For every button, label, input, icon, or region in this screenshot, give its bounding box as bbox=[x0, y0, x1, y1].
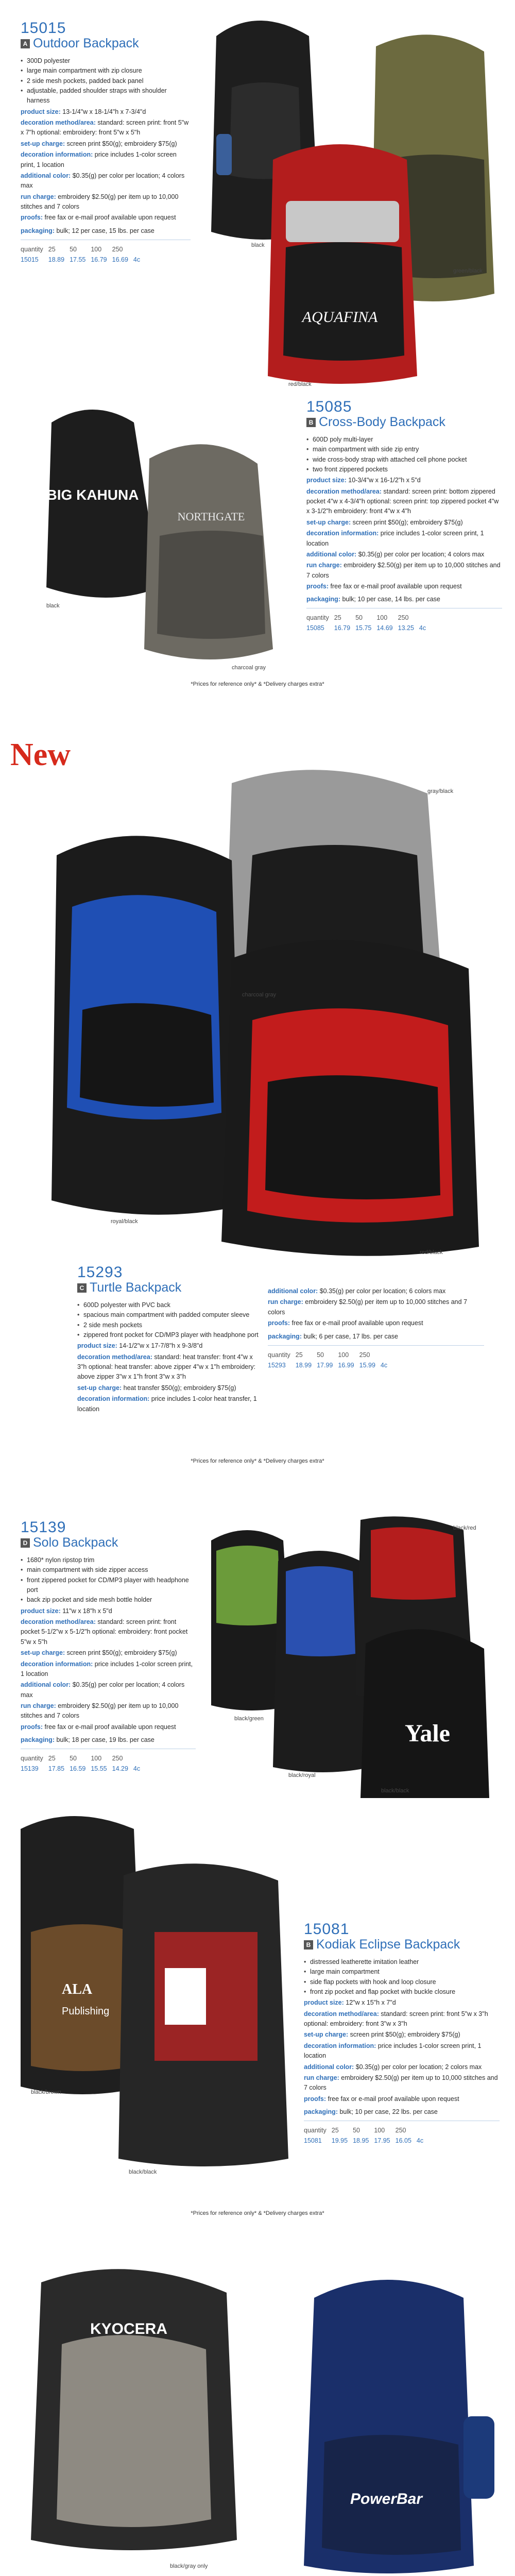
setup-charge: set-up charge: screen print $50(g); embroidery $75(g) bbox=[21, 140, 177, 147]
feature-item: • front zip pocket and flap pocket with buckle closure bbox=[304, 1987, 500, 1997]
section-xo-riders bbox=[0, 2236, 515, 2576]
product-badge: C bbox=[77, 1283, 87, 1293]
backpack-red bbox=[221, 940, 479, 1256]
packaging: packaging: bulk; 10 per case, 14 lbs. per case bbox=[306, 596, 440, 603]
caption: black/royal bbox=[288, 1772, 316, 1778]
product-15139 bbox=[21, 1520, 196, 1774]
backpack-red bbox=[268, 144, 417, 384]
setup-charge: set-up charge: screen print $50(g); embroidery $75(g) bbox=[21, 1649, 177, 1657]
feature-item: • large main compartment bbox=[304, 1967, 500, 1977]
feature-item: • spacious main compartment with padded computer sleeve bbox=[77, 1310, 263, 1320]
price-table: quantity 25 50 100 250 15081 19.95 18.95 17.95 16.05 4c bbox=[304, 2127, 424, 2144]
product-sku: 15085 bbox=[306, 398, 352, 415]
proofs: proofs: free fax or e-mail proof available upon request bbox=[21, 214, 176, 222]
xo-skeleton-backpack-photo bbox=[10, 2251, 258, 2571]
feature-list bbox=[306, 435, 502, 475]
section-solo-kodiak bbox=[0, 1484, 515, 2226]
ala-logo: ALA bbox=[62, 1981, 93, 1997]
feature-list bbox=[21, 56, 191, 106]
feature-item: • 1680* nylon ripstop trim bbox=[21, 1555, 196, 1565]
footnote: *Prices for reference only* & *Delivery charges extra* bbox=[191, 2210, 324, 2216]
product-sku: 15015 bbox=[21, 20, 66, 37]
cross-body-backpack-photo bbox=[15, 392, 294, 680]
feature-item: • 2 side mesh pockets, padded back panel bbox=[21, 76, 191, 86]
feature-item: • zippered front pocket for CD/MP3 player with headphone port bbox=[77, 1330, 263, 1340]
price-table: quantity 25 50 100 250 15139 17.85 16.59 15.55 14.29 4c bbox=[21, 1755, 141, 1773]
price-table: quantity 25 50 100 250 15293 18.99 17.99 16.99 15.99 4c bbox=[268, 1351, 388, 1369]
feature-list bbox=[304, 1957, 500, 1997]
product-15015 bbox=[21, 21, 191, 265]
caption: black bbox=[46, 603, 60, 609]
product-size: product size: 10-3/4"w x 16-1/2"h x 5"d bbox=[306, 477, 421, 484]
packaging: packaging: bulk; 6 per case, 17 lbs. per case bbox=[268, 1332, 398, 1340]
feature-item: • distressed leatherette imitation leather bbox=[304, 1957, 500, 1967]
caption: black/red bbox=[453, 1525, 476, 1531]
setup-charge: set-up charge: heat transfer $50(g); embroidery $75(g) bbox=[77, 1384, 236, 1392]
feature-item: • 600D poly multi-layer bbox=[306, 435, 502, 445]
setup-charge: set-up charge: screen print $50(g); embroidery $75(g) bbox=[306, 518, 463, 526]
ala-publishing-logo: Publishing bbox=[62, 2006, 110, 2017]
section-outdoor-crossbody bbox=[0, 0, 515, 690]
outdoor-backpack-photo bbox=[196, 5, 505, 397]
product-name: D Solo Backpack bbox=[21, 1535, 196, 1550]
product-size: product size: 14-1/2"w x 17-7/8"h x 9-3/8"d bbox=[77, 1342, 203, 1350]
yale-logo: Yale bbox=[405, 1720, 450, 1747]
additional-color: additional color: $0.35(g) per color per location; 2 colors max bbox=[304, 2063, 482, 2071]
backpack-black-black bbox=[118, 1863, 288, 2166]
feature-item: • side flap pockets with hook and loop closure bbox=[304, 1977, 500, 1987]
product-15081 bbox=[304, 1922, 500, 2146]
additional-color: additional color: $0.35(g) per color per location; 6 colors max bbox=[268, 1287, 446, 1295]
product-size: product size: 11"w x 18"h x 5"d bbox=[21, 1607, 112, 1615]
backpack-black-royal bbox=[273, 1551, 371, 1772]
decoration-method: decoration method/area: standard: heat transfer: front 4"w x 3"h optional: heat transfer: above zipper 4"w x 1"h embroidery: above zipper 3"w x 1"h front 3"w x 3"h bbox=[77, 1353, 256, 1381]
product-badge: B bbox=[306, 418, 316, 427]
caption: black/gray only bbox=[170, 2563, 208, 2569]
footnote: *Prices for reference only* & *Delivery charges extra* bbox=[191, 1458, 324, 1464]
backpack-navy-black bbox=[304, 2280, 494, 2573]
decoration-information: decoration information: price includes 1-color screen print, 1 location bbox=[21, 1660, 193, 1677]
proofs: proofs: free fax or e-mail proof available upon request bbox=[306, 583, 462, 590]
caption: black bbox=[251, 242, 265, 248]
feature-item: • wide cross-body strap with attached cell phone pocket bbox=[306, 455, 502, 465]
feature-item: • 2 side mesh pockets bbox=[77, 1320, 263, 1330]
packaging: packaging: bulk; 18 per case, 19 lbs. per case bbox=[21, 1736, 154, 1744]
proofs: proofs: free fax or e-mail proof available upon request bbox=[21, 1723, 176, 1731]
product-size: product size: 13-1/4"w x 18-1/4"h x 7-3/4"d bbox=[21, 108, 146, 115]
additional-color: additional color: $0.35(g) per color per location; 4 colors max bbox=[306, 550, 485, 558]
product-badge: D bbox=[21, 1538, 30, 1548]
caption: charcoal gray bbox=[242, 992, 277, 998]
backpack-black-gray bbox=[31, 2269, 237, 2550]
run-charge: run charge: embroidery $2.50(g) per item up to 10,000 stitches and 7 colors bbox=[306, 562, 501, 579]
product-name: B Cross-Body Backpack bbox=[306, 415, 502, 430]
caption: black/black bbox=[381, 1788, 409, 1794]
northgate-logo: NORTHGATE bbox=[177, 510, 245, 523]
product-name: A Outdoor Backpack bbox=[21, 36, 191, 51]
big-kahuna-logo: BIG KAHUNA bbox=[46, 487, 139, 503]
caption: royal/black bbox=[111, 1218, 138, 1225]
caption: gray/black bbox=[427, 788, 454, 794]
kodiak-backpack-photo bbox=[10, 1798, 299, 2179]
new-badge: New bbox=[10, 737, 71, 772]
feature-item: • 300D polyester bbox=[21, 56, 191, 66]
caption: black/green bbox=[234, 1716, 264, 1722]
run-charge: run charge: embroidery $2.50(g) per item up to 10,000 stitches and 7 colors bbox=[304, 2074, 498, 2092]
feature-item: • main compartment with side zipper access bbox=[21, 1565, 196, 1575]
decoration-method: decoration method/area: standard: screen print: front pocket 5-1/2"w x 5-1/2"h optional: embroidery: front pocket 5"w x 5"h bbox=[21, 1618, 188, 1646]
decoration-information: decoration information: price includes 1-color screen print, 1 location bbox=[21, 151, 177, 168]
powerbar-logo: PowerBar bbox=[350, 2490, 423, 2507]
product-size: product size: 12"w x 15"h x 7"d bbox=[304, 1999, 396, 2007]
decoration-information: decoration information: price includes 1-color screen print, 1 location bbox=[304, 2042, 482, 2060]
caption: red/black bbox=[288, 381, 312, 387]
price-table: quantity 25 50 100 250 15015 18.89 17.55 16.79 16.69 4c bbox=[21, 245, 141, 263]
backpack-gray-sling bbox=[144, 444, 273, 659]
caption: green/black bbox=[453, 268, 483, 274]
product-sku: 15293 bbox=[77, 1264, 123, 1281]
decoration-method: decoration method/area: standard: screen print: front 5"w x 3"h optional: embroidery: front 3"w x 3"h bbox=[304, 2010, 488, 2027]
backpack-black-sling bbox=[46, 410, 160, 598]
backpack-royal bbox=[52, 836, 242, 1214]
product-15293 bbox=[77, 1265, 263, 1414]
packaging: packaging: bulk; 12 per case, 15 lbs. per case bbox=[21, 227, 154, 234]
proofs: proofs: free fax or e-mail proof available upon request bbox=[268, 1319, 423, 1327]
aquafina-logo: AQUAFINA bbox=[302, 309, 378, 326]
price-table: quantity 25 50 100 250 15085 16.79 15.75 14.69 13.25 4c bbox=[306, 614, 426, 632]
product-badge: B bbox=[304, 1940, 313, 1950]
additional-color: additional color: $0.35(g) per color per location; 4 colors max bbox=[21, 1681, 185, 1699]
turtle-backpack-photo bbox=[36, 752, 500, 1257]
feature-item: • 600D polyester with PVC back bbox=[77, 1300, 263, 1310]
product-name: C Turtle Backpack bbox=[77, 1280, 263, 1295]
solo-backpack-photo bbox=[196, 1510, 494, 1798]
additional-color: additional color: $0.35(g) per color per location; 4 colors max bbox=[21, 172, 185, 190]
section-turtle bbox=[0, 701, 515, 1473]
decoration-method: decoration method/area: standard: screen print: front 5"w x 7"h optional: embroidery: front 5"w x 5"h bbox=[21, 119, 189, 137]
decoration-information: decoration information: price includes 1-color heat transfer, 1 location bbox=[77, 1395, 257, 1413]
feature-list bbox=[21, 1555, 196, 1605]
caption: black/black bbox=[129, 2169, 157, 2175]
feature-item: • adjustable, padded shoulder straps with shoulder harness bbox=[21, 86, 191, 106]
proofs: proofs: free fax or e-mail proof available upon request bbox=[304, 2095, 459, 2103]
product-15085 bbox=[306, 399, 502, 633]
run-charge: run charge: embroidery $2.50(g) per item up to 10,000 stitches and 7 colors bbox=[21, 193, 179, 210]
divider bbox=[268, 1345, 484, 1346]
footnote: *Prices for reference only* & *Delivery charges extra* bbox=[191, 681, 324, 687]
feature-item: • large main compartment with zip closure bbox=[21, 66, 191, 76]
run-charge: run charge: embroidery $2.50(g) per item up to 10,000 stitches and 7 colors bbox=[268, 1298, 468, 1316]
decoration-information: decoration information: price includes 1-color screen print, 1 location bbox=[306, 530, 484, 547]
riders-backpack-photo bbox=[268, 2246, 505, 2576]
product-15293-pricing bbox=[268, 1285, 484, 1370]
packaging: packaging: bulk; 10 per case, 22 lbs. per case bbox=[304, 2108, 438, 2115]
setup-charge: set-up charge: screen print $50(g); embroidery $75(g) bbox=[304, 2031, 460, 2039]
kyocera-logo: KYOCERA bbox=[90, 2320, 168, 2337]
caption: charcoal gray bbox=[232, 665, 266, 671]
caption: red/black bbox=[420, 1249, 443, 1256]
product-sku: 15081 bbox=[304, 1921, 350, 1938]
caption: black/brown bbox=[31, 2089, 61, 2095]
product-badge: A bbox=[21, 39, 30, 48]
product-sku: 15139 bbox=[21, 1519, 66, 1536]
run-charge: run charge: embroidery $2.50(g) per item up to 10,000 stitches and 7 colors bbox=[21, 1702, 179, 1720]
decoration-method: decoration method/area: standard: screen print: bottom zippered pocket 4"w x 4-3/4"h optional: screen print: top zippered pocket 4"w x 3-1/2"h embroidery: front 4"w x 4"h bbox=[306, 487, 499, 515]
feature-item: • two front zippered pockets bbox=[306, 465, 502, 474]
feature-item: • front zippered pocket for CD/MP3 player with headphone port bbox=[21, 1575, 196, 1596]
feature-item: • main compartment with side zip entry bbox=[306, 445, 502, 454]
feature-list bbox=[77, 1300, 263, 1341]
feature-item: • back zip pocket and side mesh bottle holder bbox=[21, 1595, 196, 1605]
product-name: B Kodiak Eclipse Backpack bbox=[304, 1937, 500, 1952]
backpack-black-black bbox=[360, 1629, 489, 1798]
